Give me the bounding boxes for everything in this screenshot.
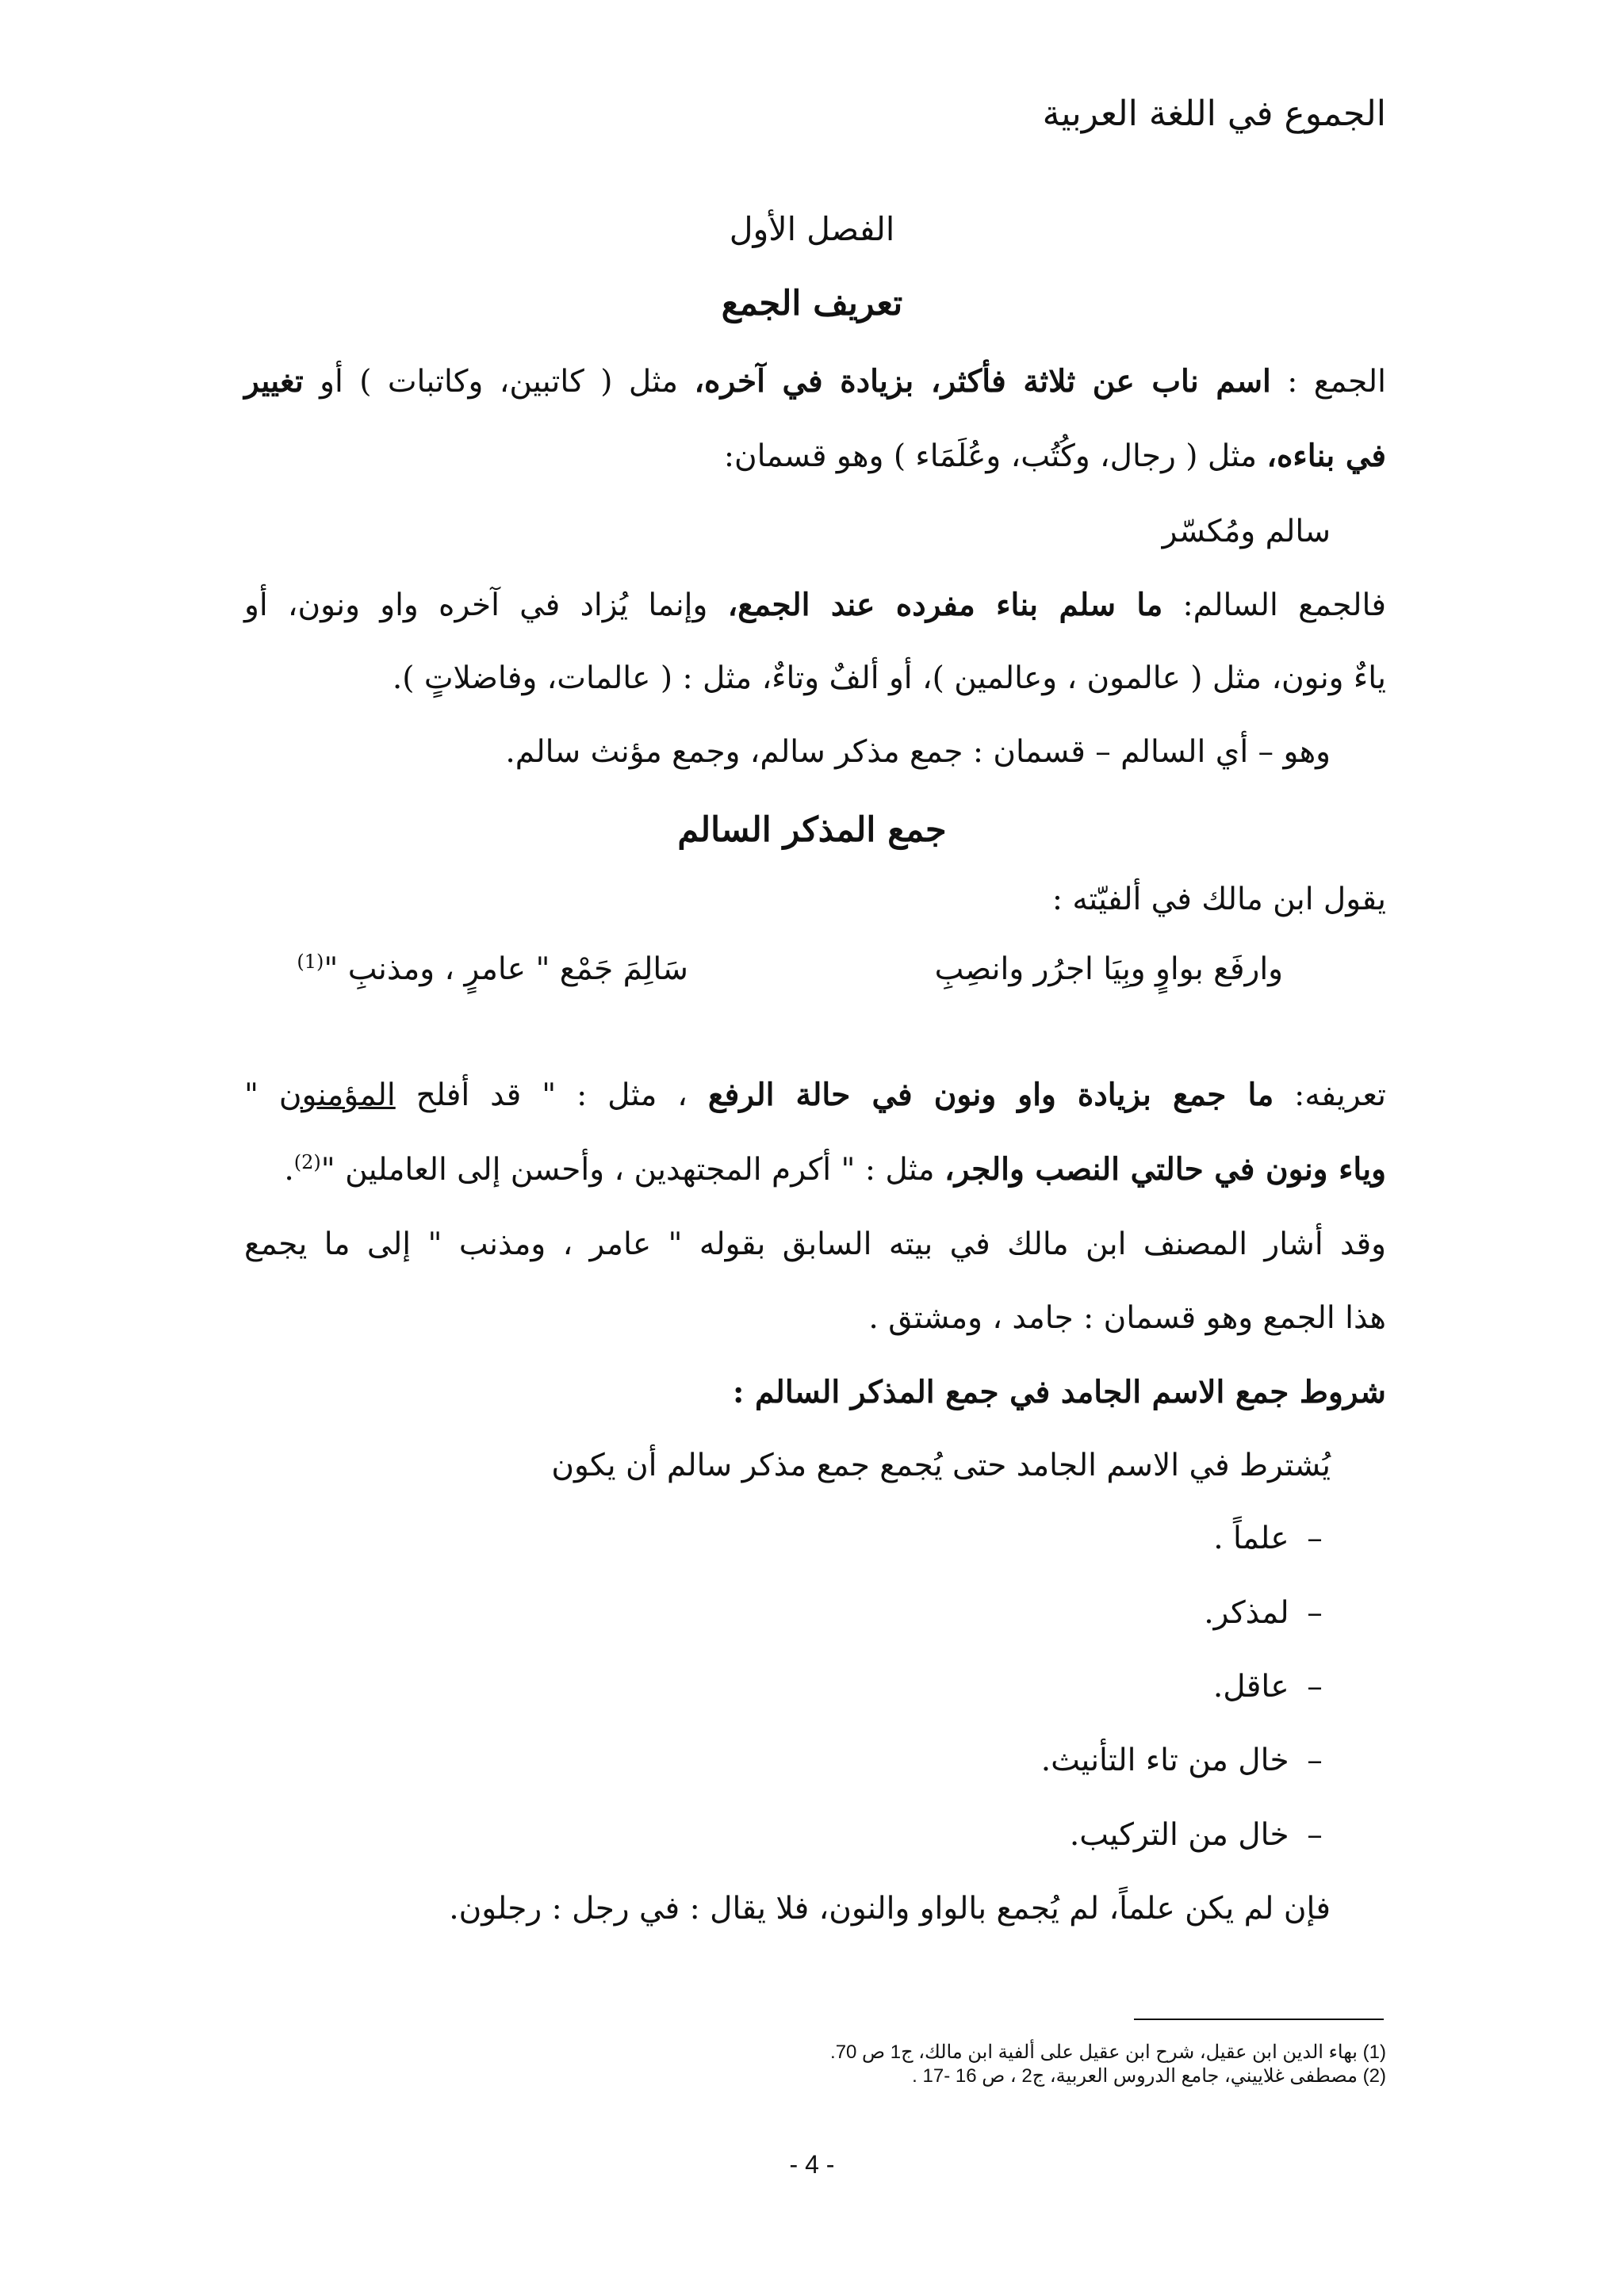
definition-line-2: في بناءه، مثل ( رجال، وكُتُب، وعُلَمَاء ) وهو قسمان: (723, 438, 1386, 474)
condition-item: – علماً . (1213, 1521, 1331, 1556)
conditions-closing: فإن لم يكن علماً، لم يُجمع بالواو والنون، فلا يقال : في رجل : رجلون. (449, 1891, 1331, 1927)
page-number: - 4 - (789, 2150, 835, 2179)
tarif-line-1: تعريفه: ما جمع بزيادة واو ونون في حالة الرفع ، مثل : " قد أفلح المؤمنون " (244, 1077, 1387, 1113)
footnote-divider (1134, 2019, 1384, 2020)
footnote-ref-1: (1) (297, 951, 324, 973)
condition-item: – لمذكر. (1204, 1595, 1331, 1631)
footnote-1: (1) بهاء الدين ابن عقيل، شرح ابن عقيل على ألفية ابن مالك، ج1 ص 70. (830, 2042, 1386, 2063)
salim-line-1: فالجمع السالم: ما سلم بناء مفرده عند الجمع، وإنما يُزاد في آخره واو ونون، أو (244, 587, 1386, 623)
footnote-2: (2) مصطفى غلاييني، جامع الدروس العربية، ج2 ، ص 16 -17 . (912, 2065, 1386, 2087)
salim-line-2: ياءٌ ونون، مثل ( عالمون ، وعالمين )، أو ألفٌ وتاءٌ، مثل : ( عالمات، وفاضلاتٍ ). (392, 660, 1386, 696)
chapter-label: الفصل الأول (729, 210, 895, 248)
conditions-intro: يُشترط في الاسم الجامد حتى يُجمع جمع مذكر سالم أن يكون (551, 1448, 1331, 1483)
verse-intro: يقول ابن مالك في ألفيّته : (1051, 882, 1386, 917)
verse-hemistich-2: سَالِمَ جَمْع " عامرٍ ، ومذنبِ "$^{(1)}$ (297, 951, 688, 987)
dash-bullet: – (1307, 1743, 1323, 1778)
tarif-line-2: وياء ونون في حالتي النصب والجر، مثل : " أكرم المجتهدين ، وأحسن إلى العاملين "$^{(2)}$. (284, 1151, 1386, 1188)
section-title: جمع المذكر السالم (677, 810, 947, 850)
plural-types: سالم ومُكسّر (1162, 514, 1331, 549)
ishara-line-2: هذا الجمع وهو قسمان : جامد ، ومشتق . (868, 1300, 1386, 1336)
definition-line-1: الجمع : اسم ناب عن ثلاثة فأكثر، بزيادة في آخره، مثل ( كاتبين، وكاتبات ) أو تغيير (244, 363, 1386, 400)
conditions-title: شروط جمع الاسم الجامد في جمع المذكر السالم : (733, 1374, 1386, 1410)
dash-bullet: – (1307, 1521, 1323, 1556)
running-header: الجموع في اللغة العربية (1042, 94, 1386, 134)
dash-bullet: – (1307, 1817, 1323, 1853)
footnote-ref-2: (2) (293, 1151, 321, 1173)
dash-bullet: – (1307, 1595, 1323, 1631)
chapter-title: تعريف الجمع (721, 284, 903, 323)
verse-hemistich-1: وارفَع بواوٍ وبِيَا اجرُر وانصِبِ (934, 951, 1283, 987)
condition-item: – خال من التركيب. (1070, 1817, 1331, 1853)
dash-bullet: – (1307, 1669, 1323, 1705)
condition-item: – عاقل. (1213, 1669, 1331, 1705)
salim-line-3: وهو – أي السالم – قسمان : جمع مذكر سالم، وجمع مؤنث سالم. (505, 734, 1331, 770)
ishara-line-1: وقد أشار المصنف ابن مالك في بيته السابق بقوله " عامر ، ومذنب " إلى ما يجمع (244, 1226, 1386, 1262)
condition-item: – خال من تاء التأنيث. (1041, 1743, 1331, 1778)
